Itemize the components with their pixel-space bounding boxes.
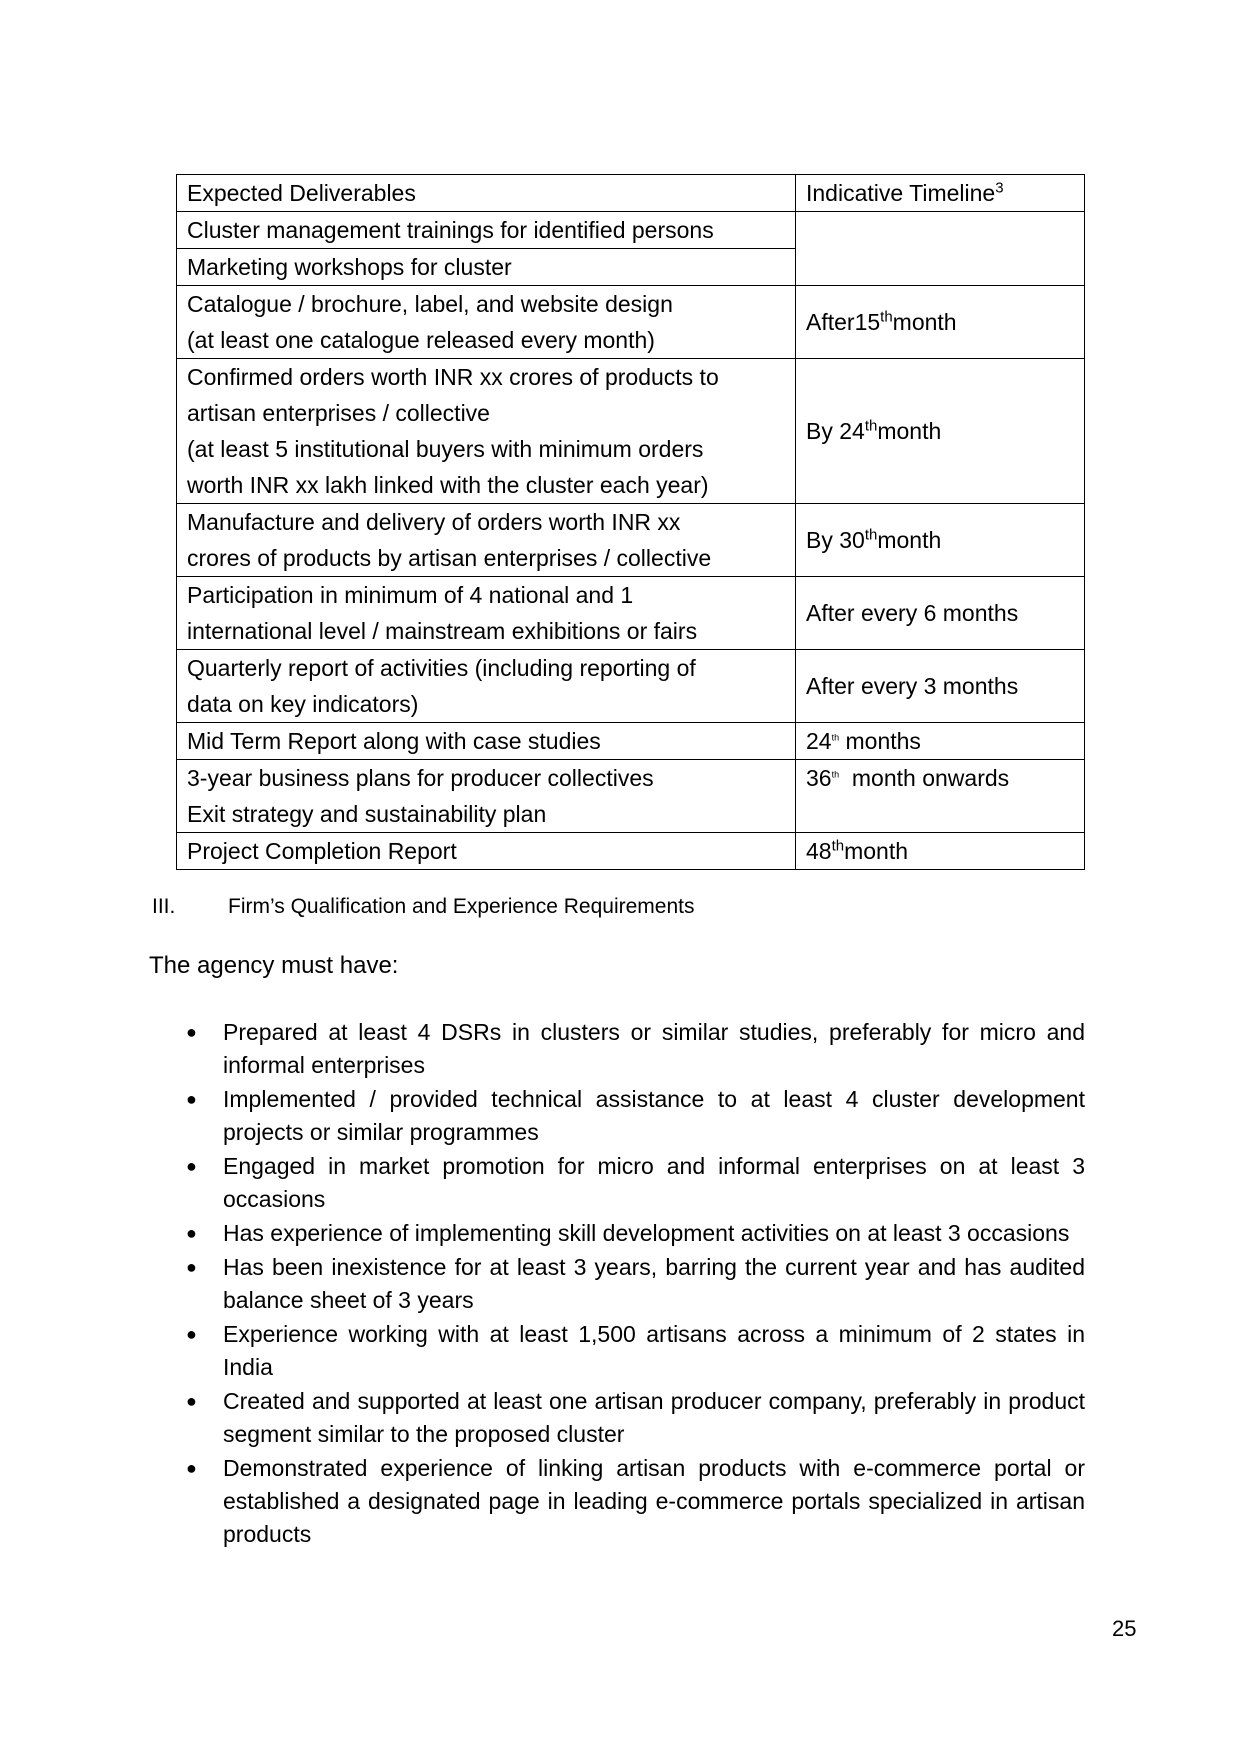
timeline-cell: 48thmonth [796, 833, 1085, 870]
timeline-cell: After15thmonth [796, 286, 1085, 359]
timeline-cell: After every 6 months [796, 577, 1085, 650]
bullet-icon: ● [186, 1324, 197, 1344]
table-row [177, 286, 1085, 359]
bullet-icon: ● [186, 1391, 197, 1411]
deliverable-cell: Quarterly report of activities (including reporting of data on key indicators) [177, 650, 796, 723]
timeline-cell: By 30thmonth [796, 504, 1085, 577]
timeline-cell-empty [796, 212, 1085, 286]
list-item: ● Created and supported at least one artisan producer company, preferably in product segment similar to the proposed cluster [168, 1385, 1085, 1451]
timeline-cell: After every 3 months [796, 650, 1085, 723]
table-row [177, 359, 1085, 504]
timeline-cell: 24th months [796, 723, 1085, 760]
section-heading [152, 893, 695, 921]
deliverable-cell: Marketing workshops for cluster [177, 249, 796, 286]
deliverable-cell: Cluster management trainings for identified persons [177, 212, 796, 249]
bullet-icon: ● [186, 1156, 197, 1176]
footnote-marker: 3 [995, 179, 1004, 197]
timeline-cell: 36th month onwards [796, 760, 1085, 833]
table-header-row [177, 175, 1085, 212]
section-title: Firm’s Qualification and Experience Requirements [228, 895, 695, 918]
list-item: ● Prepared at least 4 DSRs in clusters or similar studies, preferably for micro and informal enterprises [168, 1016, 1085, 1082]
deliverable-cell: Confirmed orders worth INR xx crores of products to artisan enterprises / collective (at least 5 institutional buyers with minimum orders worth INR xx lakh linked with the cluster each year) [177, 359, 796, 504]
requirements-list [168, 1016, 1085, 1552]
list-item: ● Has been inexistence for at least 3 years, barring the current year and has audited balance sheet of 3 years [168, 1251, 1085, 1317]
deliverable-cell: 3-year business plans for producer collectives Exit strategy and sustainability plan [177, 760, 796, 833]
intro-text: The agency must have: [149, 952, 399, 979]
bullet-icon: ● [186, 1089, 197, 1109]
table-row [177, 650, 1085, 723]
deliverables-timeline-table [176, 174, 1085, 870]
bullet-icon: ● [186, 1223, 197, 1243]
deliverable-cell: Participation in minimum of 4 national and 1 international level / mainstream exhibitions or fairs [177, 577, 796, 650]
table-row [177, 577, 1085, 650]
table-row [177, 833, 1085, 870]
table-row [177, 760, 1085, 833]
bullet-icon: ● [186, 1257, 197, 1277]
deliverable-cell: Project Completion Report [177, 833, 796, 870]
table-row [177, 212, 1085, 249]
bullet-icon: ● [186, 1458, 197, 1478]
list-item: ● Implemented / provided technical assistance to at least 4 cluster development projects or similar programmes [168, 1083, 1085, 1149]
bullet-icon: ● [186, 1022, 197, 1042]
table-row [177, 723, 1085, 760]
header-deliverables: Expected Deliverables [177, 175, 796, 212]
timeline-cell: By 24thmonth [796, 359, 1085, 504]
section-number: III. [152, 895, 176, 918]
deliverable-cell: Mid Term Report along with case studies [177, 723, 796, 760]
table-row [177, 504, 1085, 577]
list-item: ● Demonstrated experience of linking artisan products with e-commerce portal or established a designated page in leading e-commerce portals specialized in artisan products [168, 1452, 1085, 1551]
deliverable-cell: Catalogue / brochure, label, and website design (at least one catalogue released every month) [177, 286, 796, 359]
header-timeline: Indicative Timeline$^3$ [796, 175, 1085, 212]
list-item: ● Engaged in market promotion for micro and informal enterprises on at least 3 occasions [168, 1150, 1085, 1216]
deliverable-cell: Manufacture and delivery of orders worth INR xx crores of products by artisan enterprises / collective [177, 504, 796, 577]
page-number: 25 [1112, 1616, 1137, 1641]
list-item: ● Experience working with at least 1,500 artisans across a minimum of 2 states in India [168, 1318, 1085, 1384]
list-item: ● Has experience of implementing skill development activities on at least 3 occasions [168, 1217, 1085, 1250]
